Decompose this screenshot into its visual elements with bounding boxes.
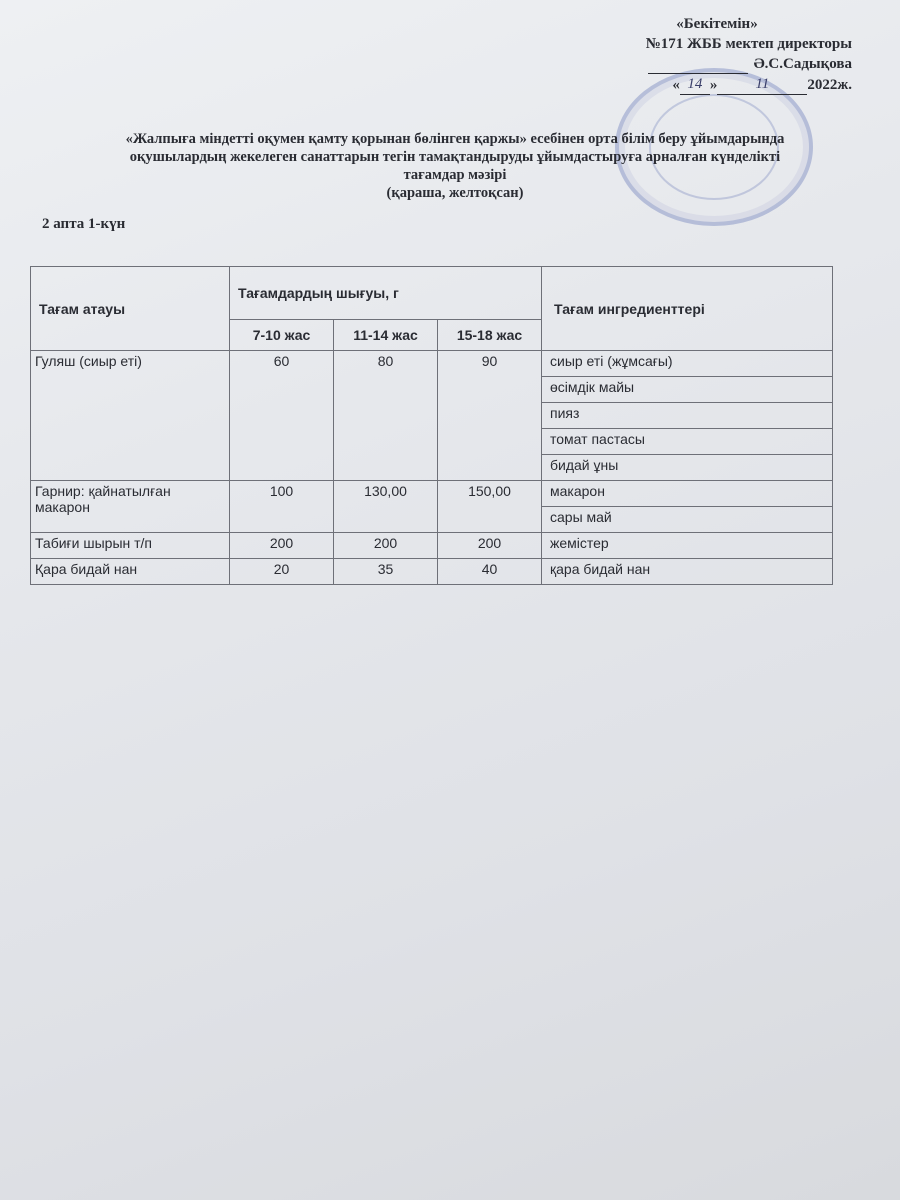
portion-15-18: 40 [438, 559, 542, 585]
portion-11-14: 200 [334, 533, 438, 559]
signature-row [602, 54, 852, 74]
ingredient: қара бидай нан [542, 559, 833, 585]
table-row [31, 559, 833, 585]
ingredient: жемістер [542, 533, 833, 559]
dish-name: Табиғи шырын т/п [31, 533, 230, 559]
approval-title: «Бекітемін» [676, 16, 758, 32]
date-open-quote: « [672, 77, 680, 93]
portion-7-10: 20 [230, 559, 334, 585]
header-output: Тағамдардың шығуы, г [230, 267, 542, 320]
table-row [31, 351, 833, 377]
approval-date [602, 74, 852, 95]
ingredient: пияз [542, 403, 833, 429]
heading-line-1: «Жалпыға міндетті оқумен қамту қорынан бөлінген қаржы» есебінен орта білім беру ұйымдарында [125, 131, 785, 147]
portion-7-10: 100 [230, 481, 334, 533]
table-row [31, 533, 833, 559]
dish-name: Гарнир: қайнатылған макарон [31, 481, 230, 533]
week-day-label: 2 апта 1-күн [42, 216, 126, 232]
date-month: 11 [717, 74, 807, 95]
portion-11-14: 35 [334, 559, 438, 585]
portion-11-14: 130,00 [334, 481, 438, 533]
signature-line [648, 59, 748, 74]
header-age-15-18: 15-18 жас [438, 320, 542, 351]
header-ingredients: Тағам ингредиенттері [542, 267, 833, 351]
document-heading [40, 130, 870, 202]
director-name: Ә.С.Садықова [753, 56, 852, 72]
ingredient: сиыр еті (жұмсағы) [542, 351, 833, 377]
dish-name: Гуляш (сиыр еті) [31, 351, 230, 481]
approval-position: №171 ЖББ мектеп директоры [645, 36, 852, 52]
ingredient: томат пастасы [542, 429, 833, 455]
heading-line-2: оқушылардың жекелеген санаттарын тегін тамақтандыруды ұйымдастыруға арналған күнделікті [129, 149, 781, 165]
portion-15-18: 150,00 [438, 481, 542, 533]
heading-line-3: тағамдар мәзірі [403, 167, 507, 183]
ingredient: бидай ұны [542, 455, 833, 481]
portion-7-10: 60 [230, 351, 334, 481]
heading-line-4: (қараша, желтоқсан) [386, 185, 524, 201]
date-year: 2022ж. [807, 77, 852, 93]
dish-name: Қара бидай нан [31, 559, 230, 585]
ingredient: сары май [542, 507, 833, 533]
ingredient: өсімдік майы [542, 377, 833, 403]
date-day: 14 [680, 74, 710, 95]
portion-15-18: 90 [438, 351, 542, 481]
header-age-7-10: 7-10 жас [230, 320, 334, 351]
date-close-quote: » [709, 77, 718, 93]
table-row [31, 481, 833, 507]
portion-7-10: 200 [230, 533, 334, 559]
header-age-11-14: 11-14 жас [334, 320, 438, 351]
menu-table [30, 266, 833, 585]
portion-15-18: 200 [438, 533, 542, 559]
approval-block [602, 14, 852, 95]
portion-11-14: 80 [334, 351, 438, 481]
ingredient: макарон [542, 481, 833, 507]
header-dish-name: Тағам атауы [31, 267, 230, 351]
